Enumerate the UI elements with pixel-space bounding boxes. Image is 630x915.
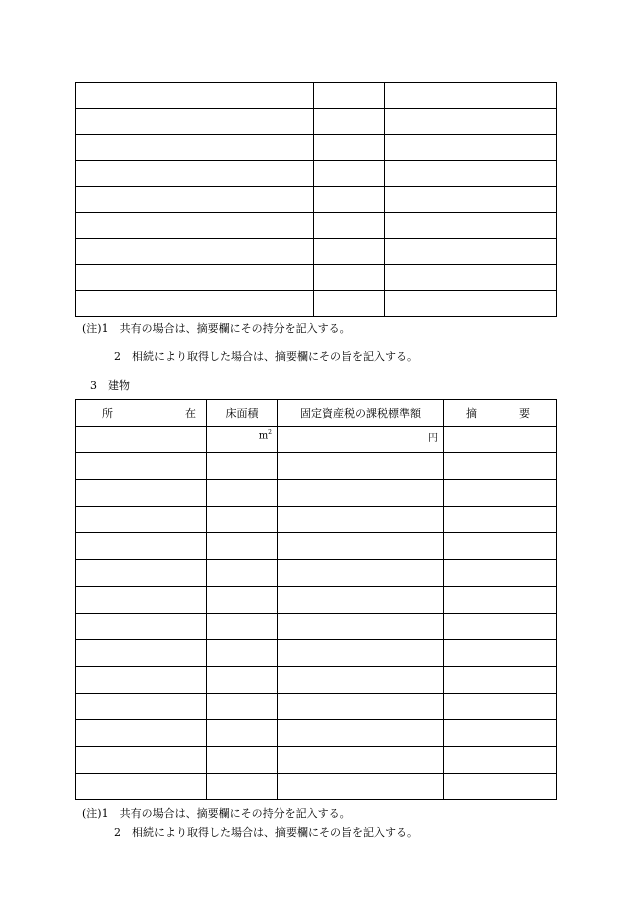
remarks-cell[interactable] — [444, 746, 557, 773]
land-col1-cell[interactable] — [76, 239, 314, 265]
table-row — [76, 291, 557, 317]
land-col3-cell[interactable] — [385, 265, 557, 291]
table-row — [76, 746, 557, 773]
table-row — [76, 453, 557, 480]
floor-area-cell[interactable] — [207, 666, 278, 693]
tax-value-cell[interactable] — [278, 720, 444, 747]
location-cell[interactable] — [76, 746, 207, 773]
floor-area-cell[interactable] — [207, 533, 278, 560]
land-col2-cell[interactable] — [314, 83, 385, 109]
remarks-cell[interactable] — [444, 666, 557, 693]
table-row — [76, 213, 557, 239]
table-row — [76, 426, 557, 453]
remarks-cell[interactable] — [444, 613, 557, 640]
tax-value-cell[interactable] — [278, 426, 444, 453]
remarks-cell[interactable] — [444, 693, 557, 720]
remarks-cell[interactable] — [444, 480, 557, 507]
land-col3-cell[interactable] — [385, 291, 557, 317]
floor-area-cell[interactable] — [207, 506, 278, 533]
tax-value-cell[interactable] — [278, 560, 444, 587]
header-remarks-char1: 摘 — [466, 406, 477, 420]
land-col3-cell[interactable] — [385, 187, 557, 213]
land-col1-cell[interactable] — [76, 83, 314, 109]
remarks-cell[interactable] — [444, 453, 557, 480]
land-col1-cell[interactable] — [76, 187, 314, 213]
location-cell[interactable] — [76, 666, 207, 693]
header-remarks — [444, 400, 557, 427]
land-table — [75, 82, 557, 317]
land-col2-cell[interactable] — [314, 265, 385, 291]
land-col2-cell[interactable] — [314, 239, 385, 265]
section-title: 3 建物 — [90, 379, 130, 392]
area-unit: $m^2$ — [258, 428, 272, 442]
tax-value-cell[interactable] — [278, 746, 444, 773]
remarks-cell[interactable] — [444, 720, 557, 747]
tax-value-cell[interactable] — [278, 666, 444, 693]
floor-area-cell[interactable] — [207, 773, 278, 800]
floor-area-cell[interactable] — [207, 426, 278, 453]
location-cell[interactable] — [76, 453, 207, 480]
table-row — [76, 506, 557, 533]
tax-value-cell[interactable] — [278, 640, 444, 667]
location-cell[interactable] — [76, 613, 207, 640]
table-row — [76, 666, 557, 693]
table-row — [76, 533, 557, 560]
floor-area-cell[interactable] — [207, 560, 278, 587]
land-col3-cell[interactable] — [385, 83, 557, 109]
remarks-cell[interactable] — [444, 426, 557, 453]
floor-area-cell[interactable] — [207, 613, 278, 640]
table-row — [76, 586, 557, 613]
location-cell[interactable] — [76, 693, 207, 720]
header-tax-value: 固定資産税の課税標準額 — [278, 400, 444, 427]
location-cell[interactable] — [76, 426, 207, 453]
note-bottom-2: 2 相続により取得した場合は、摘要欄にその旨を記入する。 — [114, 826, 418, 839]
table-row — [76, 265, 557, 291]
land-col1-cell[interactable] — [76, 161, 314, 187]
table-row — [76, 560, 557, 587]
remarks-cell[interactable] — [444, 506, 557, 533]
location-cell[interactable] — [76, 640, 207, 667]
table-row — [76, 640, 557, 667]
floor-area-cell[interactable] — [207, 746, 278, 773]
land-col2-cell[interactable] — [314, 291, 385, 317]
floor-area-cell[interactable] — [207, 586, 278, 613]
location-cell[interactable] — [76, 533, 207, 560]
table-row — [76, 773, 557, 800]
land-col3-cell[interactable] — [385, 213, 557, 239]
tax-value-cell[interactable] — [278, 453, 444, 480]
tax-value-cell[interactable] — [278, 693, 444, 720]
yen-unit: 円 — [428, 432, 438, 444]
note-top-2: 2 相続により取得した場合は、摘要欄にその旨を記入する。 — [114, 350, 418, 363]
tax-value-cell[interactable] — [278, 506, 444, 533]
location-cell[interactable] — [76, 506, 207, 533]
land-col1-cell[interactable] — [76, 265, 314, 291]
header-remarks-char2: 要 — [519, 406, 530, 420]
tax-value-cell[interactable] — [278, 613, 444, 640]
remarks-cell[interactable] — [444, 773, 557, 800]
table-row — [76, 480, 557, 507]
location-cell[interactable] — [76, 586, 207, 613]
land-col3-cell[interactable] — [385, 109, 557, 135]
land-col2-cell[interactable] — [314, 135, 385, 161]
floor-area-cell[interactable] — [207, 480, 278, 507]
remarks-cell[interactable] — [444, 533, 557, 560]
table-row — [76, 135, 557, 161]
land-col3-cell[interactable] — [385, 135, 557, 161]
floor-area-cell[interactable] — [207, 693, 278, 720]
land-col1-cell[interactable] — [76, 135, 314, 161]
table-row — [76, 109, 557, 135]
floor-area-cell[interactable] — [207, 720, 278, 747]
land-col1-cell[interactable] — [76, 291, 314, 317]
building-table — [75, 399, 557, 800]
table-row — [76, 239, 557, 265]
location-cell[interactable] — [76, 560, 207, 587]
tax-value-cell[interactable] — [278, 586, 444, 613]
land-col3-cell[interactable] — [385, 161, 557, 187]
note-top-1: (注)1 共有の場合は、摘要欄にその持分を記入する。 — [82, 322, 351, 335]
header-location-char2: 在 — [185, 406, 196, 420]
building-header-row — [76, 400, 557, 427]
header-location-char1: 所 — [102, 406, 113, 420]
land-col2-cell[interactable] — [314, 109, 385, 135]
land-col2-cell[interactable] — [314, 187, 385, 213]
location-cell[interactable] — [76, 720, 207, 747]
remarks-cell[interactable] — [444, 586, 557, 613]
tax-value-cell[interactable] — [278, 533, 444, 560]
tax-value-cell[interactable] — [278, 773, 444, 800]
table-row — [76, 613, 557, 640]
table-row — [76, 161, 557, 187]
table-row — [76, 83, 557, 109]
header-floor-area: 床面積 — [207, 400, 278, 427]
land-col2-cell[interactable] — [314, 161, 385, 187]
note-bottom-1: (注)1 共有の場合は、摘要欄にその持分を記入する。 — [82, 807, 351, 820]
land-col2-cell[interactable] — [314, 213, 385, 239]
location-cell[interactable] — [76, 480, 207, 507]
land-col1-cell[interactable] — [76, 213, 314, 239]
land-col1-cell[interactable] — [76, 109, 314, 135]
table-row — [76, 693, 557, 720]
location-cell[interactable] — [76, 773, 207, 800]
table-row — [76, 720, 557, 747]
land-col3-cell[interactable] — [385, 239, 557, 265]
table-row — [76, 187, 557, 213]
floor-area-cell[interactable] — [207, 640, 278, 667]
remarks-cell[interactable] — [444, 640, 557, 667]
tax-value-cell[interactable] — [278, 480, 444, 507]
header-location — [76, 400, 207, 427]
floor-area-cell[interactable] — [207, 453, 278, 480]
remarks-cell[interactable] — [444, 560, 557, 587]
